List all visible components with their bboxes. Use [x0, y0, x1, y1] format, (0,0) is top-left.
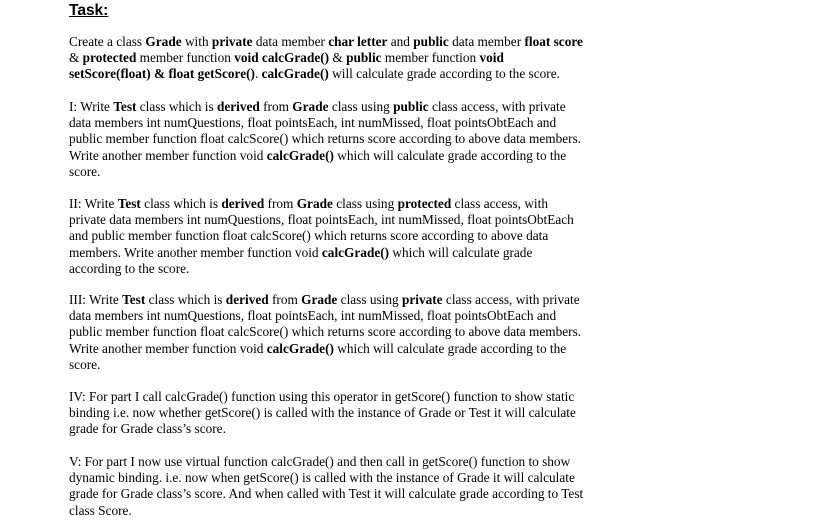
text-run: I: Write: [69, 99, 114, 114]
text-run: III: Write: [69, 292, 123, 307]
text-line: [69, 405, 629, 421]
bold-text-run: calcGrade(): [321, 244, 390, 260]
text-run: which will calculate grade according to the: [333, 147, 567, 163]
bold-text-run: derived: [221, 196, 265, 211]
text-run: member function: [381, 50, 480, 66]
text-line: [69, 357, 629, 373]
text-run: II: Write: [69, 196, 118, 211]
bold-text-run: private: [211, 34, 253, 49]
text-run: public member function float calcScore() which returns score according to above data members.: [69, 131, 582, 147]
text-run: class which is: [140, 196, 222, 211]
bold-text-run: char letter: [328, 34, 388, 49]
text-run: data member: [448, 34, 525, 49]
text-run: &: [69, 50, 83, 66]
text-line: [69, 245, 629, 261]
text-run: from: [259, 99, 293, 114]
bold-text-run: Grade: [296, 196, 333, 211]
text-run: class using: [332, 196, 398, 211]
text-run: class Score.: [69, 502, 132, 518]
bold-text-run: private: [401, 292, 443, 307]
text-run: data members int numQuestions, float pointsEach, int numMissed, float pointsObtEach and: [69, 115, 557, 131]
text-run: from: [268, 292, 302, 307]
bold-text-run: derived: [216, 99, 260, 114]
text-line: [69, 421, 629, 437]
paragraph-part-i: [69, 99, 629, 180]
text-run: Write another member function void: [69, 147, 267, 163]
bold-text-run: protected: [82, 50, 137, 66]
text-line: [69, 164, 629, 180]
bold-text-run: Test: [122, 292, 146, 307]
text-line: [69, 308, 629, 324]
text-line: [69, 212, 629, 228]
bold-text-run: calcGrade(): [261, 66, 329, 82]
text-line: [69, 324, 629, 340]
task-heading: Task:: [69, 2, 109, 19]
text-line: [69, 454, 629, 470]
text-run: and public member function float calcScore() which returns score according to above data: [69, 228, 549, 244]
text-line: [69, 34, 629, 50]
text-run: dynamic binding. i.e. now when getScore() is called with the instance of Grade it will calculate: [69, 470, 575, 486]
bold-text-run: derived: [225, 292, 269, 307]
text-run: from: [264, 196, 297, 211]
text-run: data members int numQuestions, float pointsEach, int numMissed, float pointsObtEach and: [69, 308, 557, 324]
text-line: [69, 196, 629, 212]
text-run: score.: [69, 356, 101, 372]
text-run: public member function float calcScore() which returns score according to above data members.: [69, 324, 582, 340]
text-run: which will calculate grade: [389, 244, 533, 260]
text-line: [69, 470, 629, 486]
bold-text-run: void: [479, 50, 504, 66]
bold-text-run: Grade: [145, 34, 182, 49]
bold-text-run: Test: [117, 196, 141, 211]
text-line: [69, 292, 629, 308]
text-run: Write another member function void: [69, 340, 267, 356]
bold-text-run: public: [393, 99, 429, 114]
bold-text-run: float score: [524, 34, 583, 49]
bold-text-run: Grade: [301, 292, 338, 307]
text-line: [69, 66, 629, 82]
text-run: and: [387, 34, 414, 49]
bold-text-run: calcGrade(): [266, 147, 334, 163]
text-run: &: [329, 50, 347, 66]
text-line: [69, 99, 629, 115]
text-run: grade for Grade class’s score. And when called with Test it will calculate grade according to Test: [69, 486, 584, 502]
bold-text-run: calcGrade(): [266, 340, 334, 356]
bold-text-run: Grade: [292, 99, 329, 114]
text-run: members. Write another member function void: [69, 244, 322, 260]
text-line: [69, 131, 629, 147]
bold-text-run: Test: [113, 99, 137, 114]
paragraph-part-iv: [69, 389, 629, 438]
paragraph-part-iii: [69, 292, 629, 373]
bold-text-run: setScore(float) & float getScore(): [69, 66, 255, 82]
text-run: IV: For part I call calcGrade() function using this operator in getScore() function to show static: [69, 389, 575, 404]
text-run: class which is: [145, 292, 226, 307]
text-line: [69, 228, 629, 244]
bold-text-run: public: [346, 50, 382, 66]
text-line: [69, 389, 629, 405]
text-run: binding i.e. now whether getScore() is called with the instance of Grade or Test it will calculate: [69, 405, 576, 421]
text-line: [69, 50, 629, 66]
text-run: class access, with: [451, 196, 548, 211]
text-run: will calculate grade according to the score.: [328, 66, 560, 82]
text-run: Create a class: [69, 34, 146, 49]
text-run: class access, with private: [442, 292, 580, 307]
text-line: [69, 503, 629, 519]
text-line: [69, 341, 629, 357]
paragraph-grade-class: [69, 34, 629, 83]
text-run: class access, with private: [428, 99, 566, 114]
text-run: according to the score.: [69, 260, 190, 276]
text-run: score.: [69, 163, 101, 179]
text-run: member function: [136, 50, 235, 66]
text-line: [69, 486, 629, 502]
paragraph-part-ii: [69, 196, 629, 277]
text-line: [69, 115, 629, 131]
text-run: .: [254, 66, 262, 82]
text-line: [69, 261, 629, 277]
bold-text-run: protected: [397, 196, 452, 211]
text-run: V: For part I now use virtual function calcGrade() and then call in getScore() function to show: [69, 454, 571, 469]
text-run: class using: [337, 292, 402, 307]
text-run: grade for Grade class’s score.: [69, 421, 226, 437]
text-run: data member: [252, 34, 329, 49]
text-run: with: [181, 34, 212, 49]
bold-text-run: public: [413, 34, 449, 49]
paragraph-part-v: [69, 454, 629, 519]
bold-text-run: void calcGrade(): [234, 50, 330, 66]
text-run: private data members int numQuestions, float pointsEach, int numMissed, float pointsObtEach: [69, 212, 574, 228]
text-run: class which is: [136, 99, 217, 114]
text-run: which will calculate grade according to the: [333, 340, 567, 356]
text-run: class using: [328, 99, 394, 114]
text-line: [69, 148, 629, 164]
